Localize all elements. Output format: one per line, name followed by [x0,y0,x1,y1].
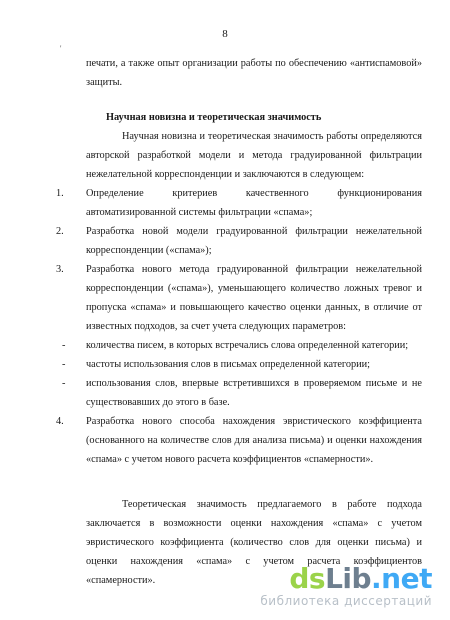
dslib-logo: dsLib.net [289,562,432,595]
conclusion-paragraph: Теоретическая значимость предлагаемого в работе подхода заключается в возможности оценки нахождения «спама» с учетом эвристического коэффициента (количество слов для оценки письма) и оценки нахождения «спама» с учетом расчета коэффициентов «спамерности». [86,499,422,586]
list-item-text: Разработка новой модели градуированной фильтрации нежелательной корреспонденции («спама»); [86,226,422,256]
list-item [56,222,422,260]
dash-marker: - [62,359,66,370]
dash-marker: - [62,378,66,389]
list-item-text: Определение критериев качественного функционирования автоматизированной системы фильтрации «спама»; [86,188,422,218]
document-body [56,54,422,590]
list-number: 3. [56,264,64,275]
sublist-item-text: количества писем, в которых встречались слова определенной категории; [86,340,409,351]
list-item [56,412,422,469]
novelty-paragraph: Научная новизна и теоретическая значимость работы определяются авторской разработкой модели и метода градуированной фильтрации нежелательной корреспонденции и заключаются в следующем: [86,131,422,180]
page-number: 8 [222,28,228,40]
sublist-item-text: использования слов, впервые встретившихся в проверяемом письме и не существовавших до этого в базе. [86,378,422,408]
section-heading: Научная новизна и теоретическая значимость [106,112,322,123]
intro-paragraph: печати, а также опыт организации работы по обеспечению «антиспамовой» защиты. [86,58,422,88]
watermark-subtitle: библиотека диссертаций [260,594,432,608]
list-number: 1. [56,188,64,199]
list-item-text: Разработка нового способа нахождения эвристического коэффициента (основанного на количестве слов для анализа письма) и оценки нахождения «спама» с учетом нового расчета коэффициентов «спамерности». [86,416,422,465]
list-item [56,184,422,222]
list-item [56,260,422,336]
sublist-item-text: частоты использования слов в письмах определенной категории; [86,359,371,370]
list-number: 4. [56,416,64,427]
sublist-item [62,355,422,374]
sublist-item [62,374,422,412]
dash-marker: - [62,340,66,351]
sublist-item [62,336,422,355]
dslib-watermark [260,564,432,608]
list-number: 2. [56,226,64,237]
list-item-text: Разработка нового метода градуированной фильтрации нежелательной корреспонденции («спама»), уменьшающего количество ложных тревог и пропуска «спама» и повышающего качество оценки данных, в отличие от известных подходов, за счет учета следующих параметров: [86,264,422,332]
margin-tick-mark: ' [60,44,62,53]
